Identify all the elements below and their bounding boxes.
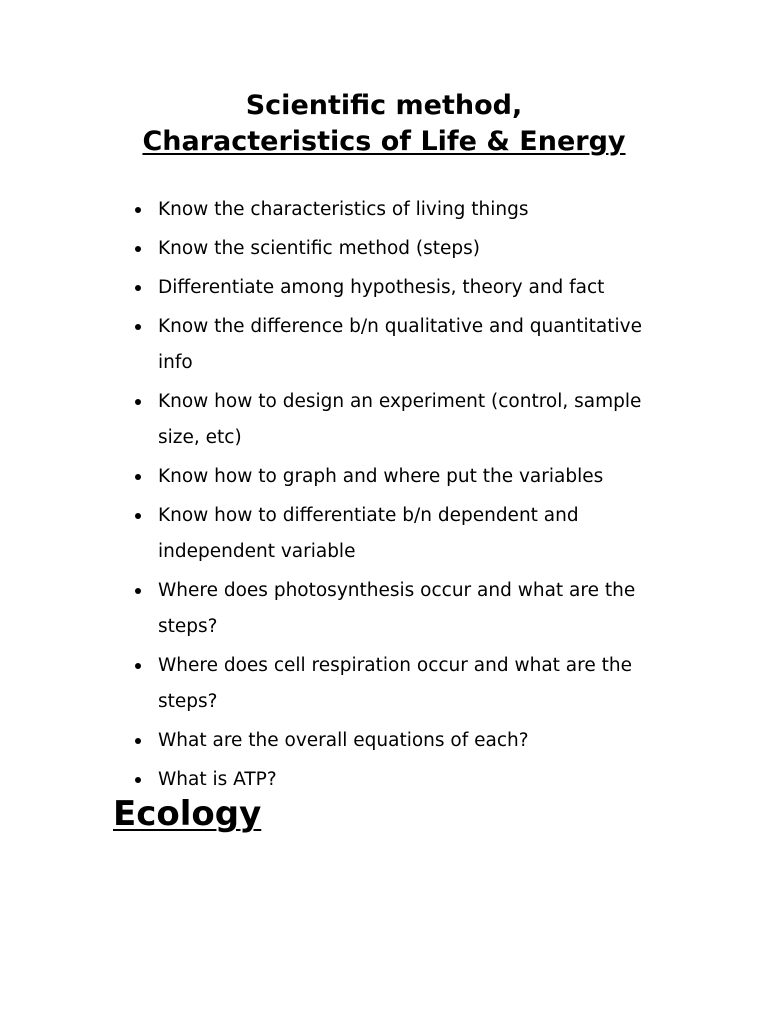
list-item-text: What are the overall equations of each?	[158, 730, 529, 751]
list-item-text: Where does photosynthesis occur and what are the steps?	[158, 580, 636, 637]
list-item-text: Know how to differentiate b/n dependent and independent variable	[158, 505, 579, 562]
list-item	[131, 384, 671, 456]
list-item-text: Where does cell respiration occur and what are the steps?	[158, 655, 632, 712]
list-item	[131, 648, 671, 720]
bullet-icon	[135, 588, 141, 594]
bullet-icon	[135, 777, 141, 783]
title-line-2: Characteristics of Life & Energy	[142, 126, 626, 157]
list-item-text: Know the scientific method (steps)	[158, 238, 480, 259]
bullet-icon	[135, 399, 141, 405]
list-item	[131, 231, 671, 267]
bullet-icon	[135, 324, 141, 330]
bullet-icon	[135, 207, 141, 213]
bullet-icon	[135, 285, 141, 291]
list-item-text: Differentiate among hypothesis, theory and fact	[158, 277, 605, 298]
list-item	[131, 270, 671, 306]
list-item-text: Know the characteristics of living things	[158, 199, 529, 220]
list-item	[131, 309, 671, 381]
page-title	[0, 88, 768, 160]
list-item	[131, 573, 671, 645]
bullet-icon	[135, 513, 141, 519]
section-heading-ecology: Ecology	[113, 794, 262, 834]
list-item	[131, 498, 671, 570]
bullet-icon	[135, 246, 141, 252]
list-item	[131, 723, 671, 759]
bullet-icon	[135, 474, 141, 480]
list-item-text: Know how to graph and where put the variables	[158, 466, 604, 487]
bullet-icon	[135, 663, 141, 669]
bullet-icon	[135, 738, 141, 744]
topic-list	[131, 192, 671, 801]
title-line-1: Scientific method,	[245, 90, 523, 121]
list-item-text: Know the difference b/n qualitative and quantitative info	[158, 316, 642, 373]
list-item-text: What is ATP?	[158, 769, 277, 790]
list-item	[131, 192, 671, 228]
list-item-text: Know how to design an experiment (control, sample size, etc)	[158, 391, 642, 448]
list-item	[131, 459, 671, 495]
